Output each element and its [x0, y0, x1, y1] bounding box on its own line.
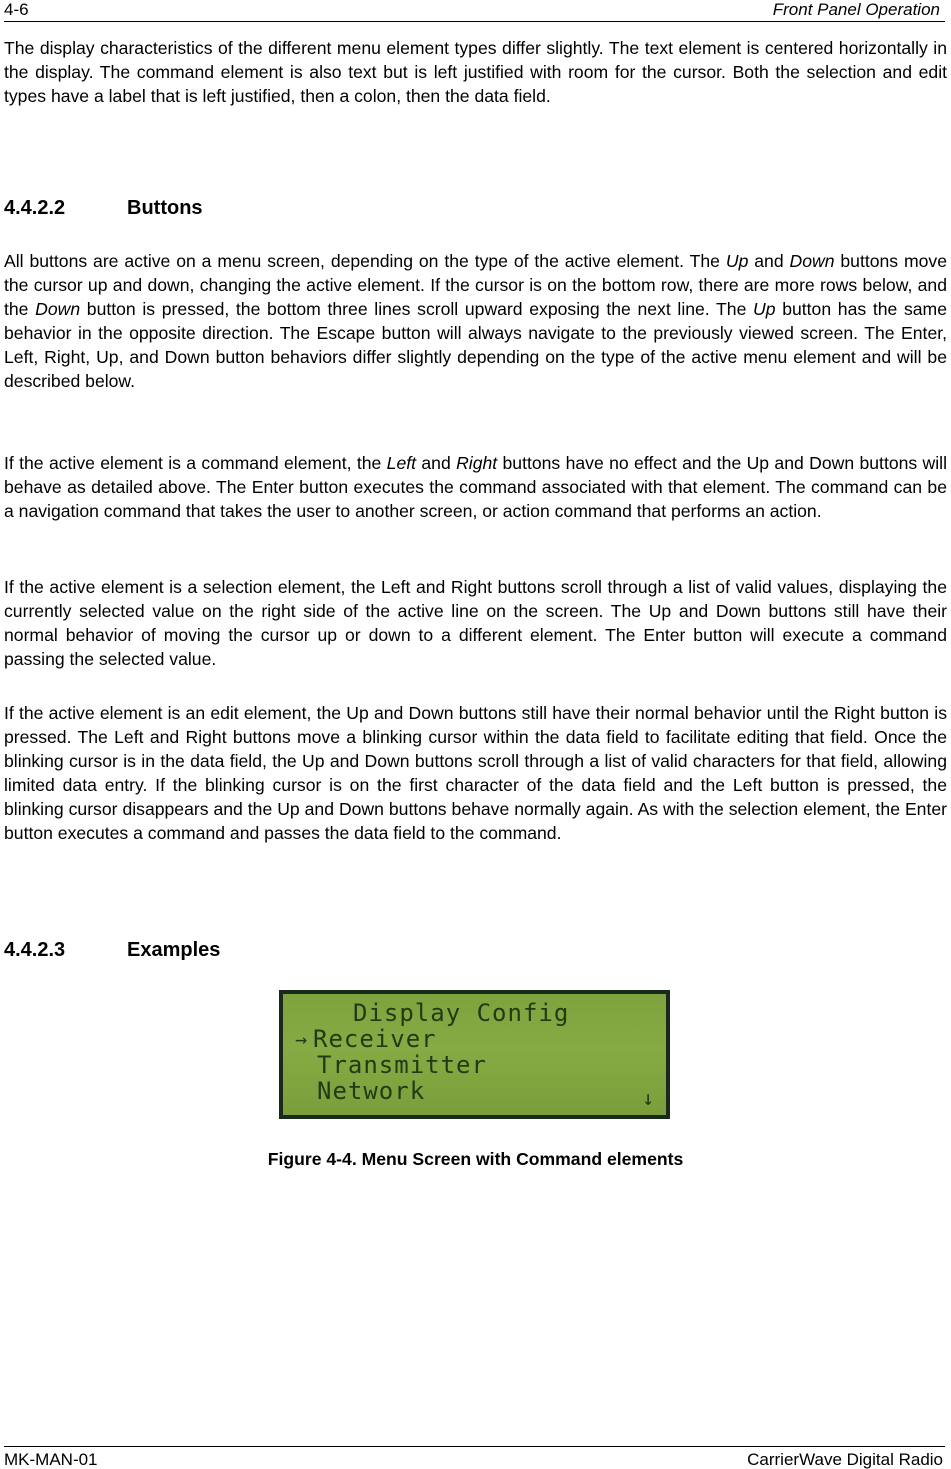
lcd-menu-item-transmitter: Transmitter — [317, 1051, 487, 1079]
buttons-paragraph-3: If the active element is a selection element, the Left and Right buttons scroll through a list of valid values, displaying the currently selected value on the right side of the active line on the screen. The Up and Down buttons still have their normal behavior of moving the cursor up or down to a different element. The Enter button will execute a command passing the selected value. — [4, 577, 947, 669]
text-run-italic: Right — [456, 453, 498, 473]
text-run: button is pressed, the bottom three lines scroll upward exposing the next line. The — [80, 299, 754, 319]
lcd-menu-item-network: Network — [317, 1077, 426, 1105]
figure-caption: Figure 4-4. Menu Screen with Command elements — [267, 1149, 684, 1169]
running-header-title: Front Panel Operation — [772, 0, 940, 19]
text-run: and — [416, 453, 457, 473]
lcd-more-below-arrow-icon: ↓ — [641, 1086, 654, 1110]
buttons-paragraph-1 — [4, 249, 947, 393]
text-run: buttons move the cursor up and down, changing the active element. If the cursor is on the bottom row, there are more rows below, and the — [4, 251, 947, 319]
lcd-cursor-arrow-icon: → — [295, 1027, 308, 1051]
footer-doc-id: MK-MAN-01 — [4, 1450, 98, 1469]
page-number: 4-6 — [4, 0, 29, 19]
text-run: All buttons are active on a menu screen, depending on the type of the active element. The — [4, 251, 726, 271]
header-rule — [4, 21, 945, 22]
section-heading-examples — [4, 938, 220, 962]
section-heading-buttons — [4, 196, 203, 220]
text-run-italic: Up — [753, 299, 776, 319]
section-number: 4.4.2.3 — [4, 939, 66, 961]
text-run: buttons have no effect and the Up and Down buttons will behave as detailed above. The Enter button executes the command associated with that element. The command can be a navigation command that takes the user to another screen, or action command that performs an action. — [4, 453, 947, 521]
buttons-paragraph-2 — [4, 451, 947, 523]
text-run: button has the same behavior in the opposite direction. The Escape button will always navigate to the previously viewed screen. The Enter, Left, Right, Up, and Down button behaviors differ slightly depending on the type of the active menu element and will be described below. — [4, 299, 947, 391]
section-number: 4.4.2.2 — [4, 197, 66, 219]
section-title: Buttons — [127, 197, 203, 219]
section-title: Examples — [127, 939, 221, 961]
lcd-title-line: Display Config — [353, 999, 570, 1027]
footer-rule — [4, 1446, 945, 1447]
text-run-italic: Down — [35, 299, 81, 319]
text-run: and — [748, 251, 790, 271]
text-run: If the active element is a command element, the — [4, 453, 387, 473]
text-run-italic: Down — [789, 251, 835, 271]
footer-product-name: CarrierWave Digital Radio — [747, 1450, 943, 1469]
lcd-menu-item-receiver: Receiver — [313, 1025, 437, 1053]
text-run-italic: Left — [386, 453, 417, 473]
lcd-screen — [283, 994, 666, 1115]
buttons-paragraph-4: If the active element is an edit element, the Up and Down buttons still have their normal behavior until the Right button is pressed. The Left and Right buttons move a blinking cursor within the data field to facilitate editing that field. Once the blinking cursor is in the data field, the Up and Down buttons scroll through a list of valid characters for that field, allowing limited data entry. If the blinking cursor is on the first character of the data field and the Left button is pressed, the blinking cursor disappears and the Up and Down buttons behave normally again. As with the selection element, the Enter button executes a command and passes the data field to the command. — [4, 703, 947, 843]
intro-paragraph: The display characteristics of the different menu element types differ slightly. The text element is centered horizontally in the display. The command element is also text but is left justified with room for the cursor. Both the selection and edit types have a label that is left justified, then a colon, then the data field. — [4, 38, 947, 106]
text-run-italic: Up — [725, 251, 749, 271]
lcd-menu-screen-photo — [279, 990, 670, 1119]
